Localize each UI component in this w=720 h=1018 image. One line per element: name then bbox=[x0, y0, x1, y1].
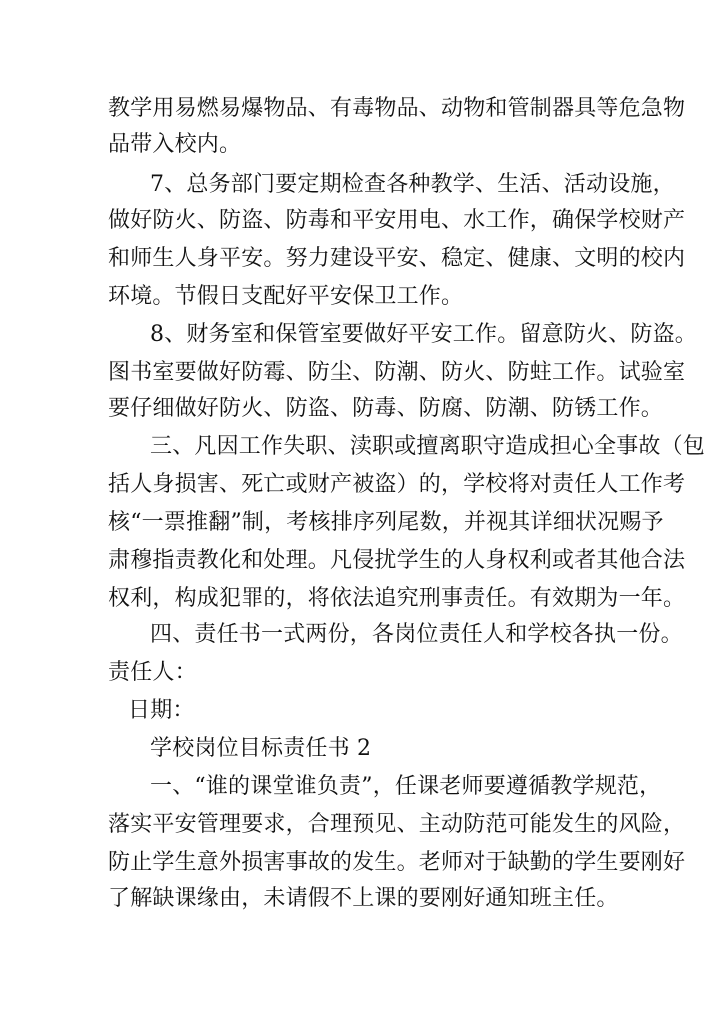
text-line: 一、“谁的课堂谁负责”，任课老师要遵循教学规范， bbox=[150, 774, 662, 799]
text-line: 做好防火、防盗、防毒和平安用电、水工作，确保学校财产 bbox=[108, 208, 686, 233]
text-line: 图书室要做好防霉、防尘、防潮、防火、防蛀工作。试验室 bbox=[108, 360, 686, 385]
text-line: 四、责任书一式两份，各岗位责任人和学校各执一份。 bbox=[150, 622, 683, 647]
text-line: 防止学生意外损害事故的发生。老师对于缺勤的学生要刚好 bbox=[108, 850, 686, 875]
text-line: 三、凡因工作失职、渎职或擅离职守造成担心全事故（包 bbox=[150, 434, 706, 459]
signature-label: 责任人： bbox=[108, 660, 197, 685]
section-title: 学校岗位目标责任书 2 bbox=[150, 736, 372, 761]
text-line: 和师生人身平安。努力建设平安、稳定、健康、文明的校内 bbox=[108, 246, 686, 271]
text-line: 括人身损害、死亡或财产被盗）的，学校将对责任人工作考 bbox=[108, 472, 686, 497]
date-label: 日期： bbox=[128, 698, 195, 723]
text-line: 了解缺课缘由，未请假不上课的要刚好通知班主任。 bbox=[108, 886, 619, 911]
text-line: 教学用易燃易爆物品、有毒物品、动物和管制器具等危急物 bbox=[108, 96, 686, 121]
text-line: 品带入校内。 bbox=[108, 132, 242, 157]
text-line: 环境。节假日支配好平安保卫工作。 bbox=[108, 284, 464, 309]
text-line: 7、总务部门要定期检查各种教学、生活、活动设施， bbox=[150, 172, 675, 197]
text-line: 要仔细做好防火、防盗、防毒、防腐、防潮、防锈工作。 bbox=[108, 396, 664, 421]
text-line: 肃穆指责教化和处理。凡侵扰学生的人身权利或者其他合法 bbox=[108, 548, 686, 573]
text-line: 核“一票推翻”制，考核排序列尾数，并视其详细状况赐予 bbox=[108, 510, 664, 535]
text-line: 权利，构成犯罪的，将依法追究刑事责任。有效期为一年。 bbox=[108, 586, 686, 611]
text-line: 落实平安管理要求，合理预见、主动防范可能发生的风险， bbox=[108, 812, 686, 837]
text-line: 8、财务室和保管室要做好平安工作。留意防火、防盗。 bbox=[150, 322, 697, 347]
